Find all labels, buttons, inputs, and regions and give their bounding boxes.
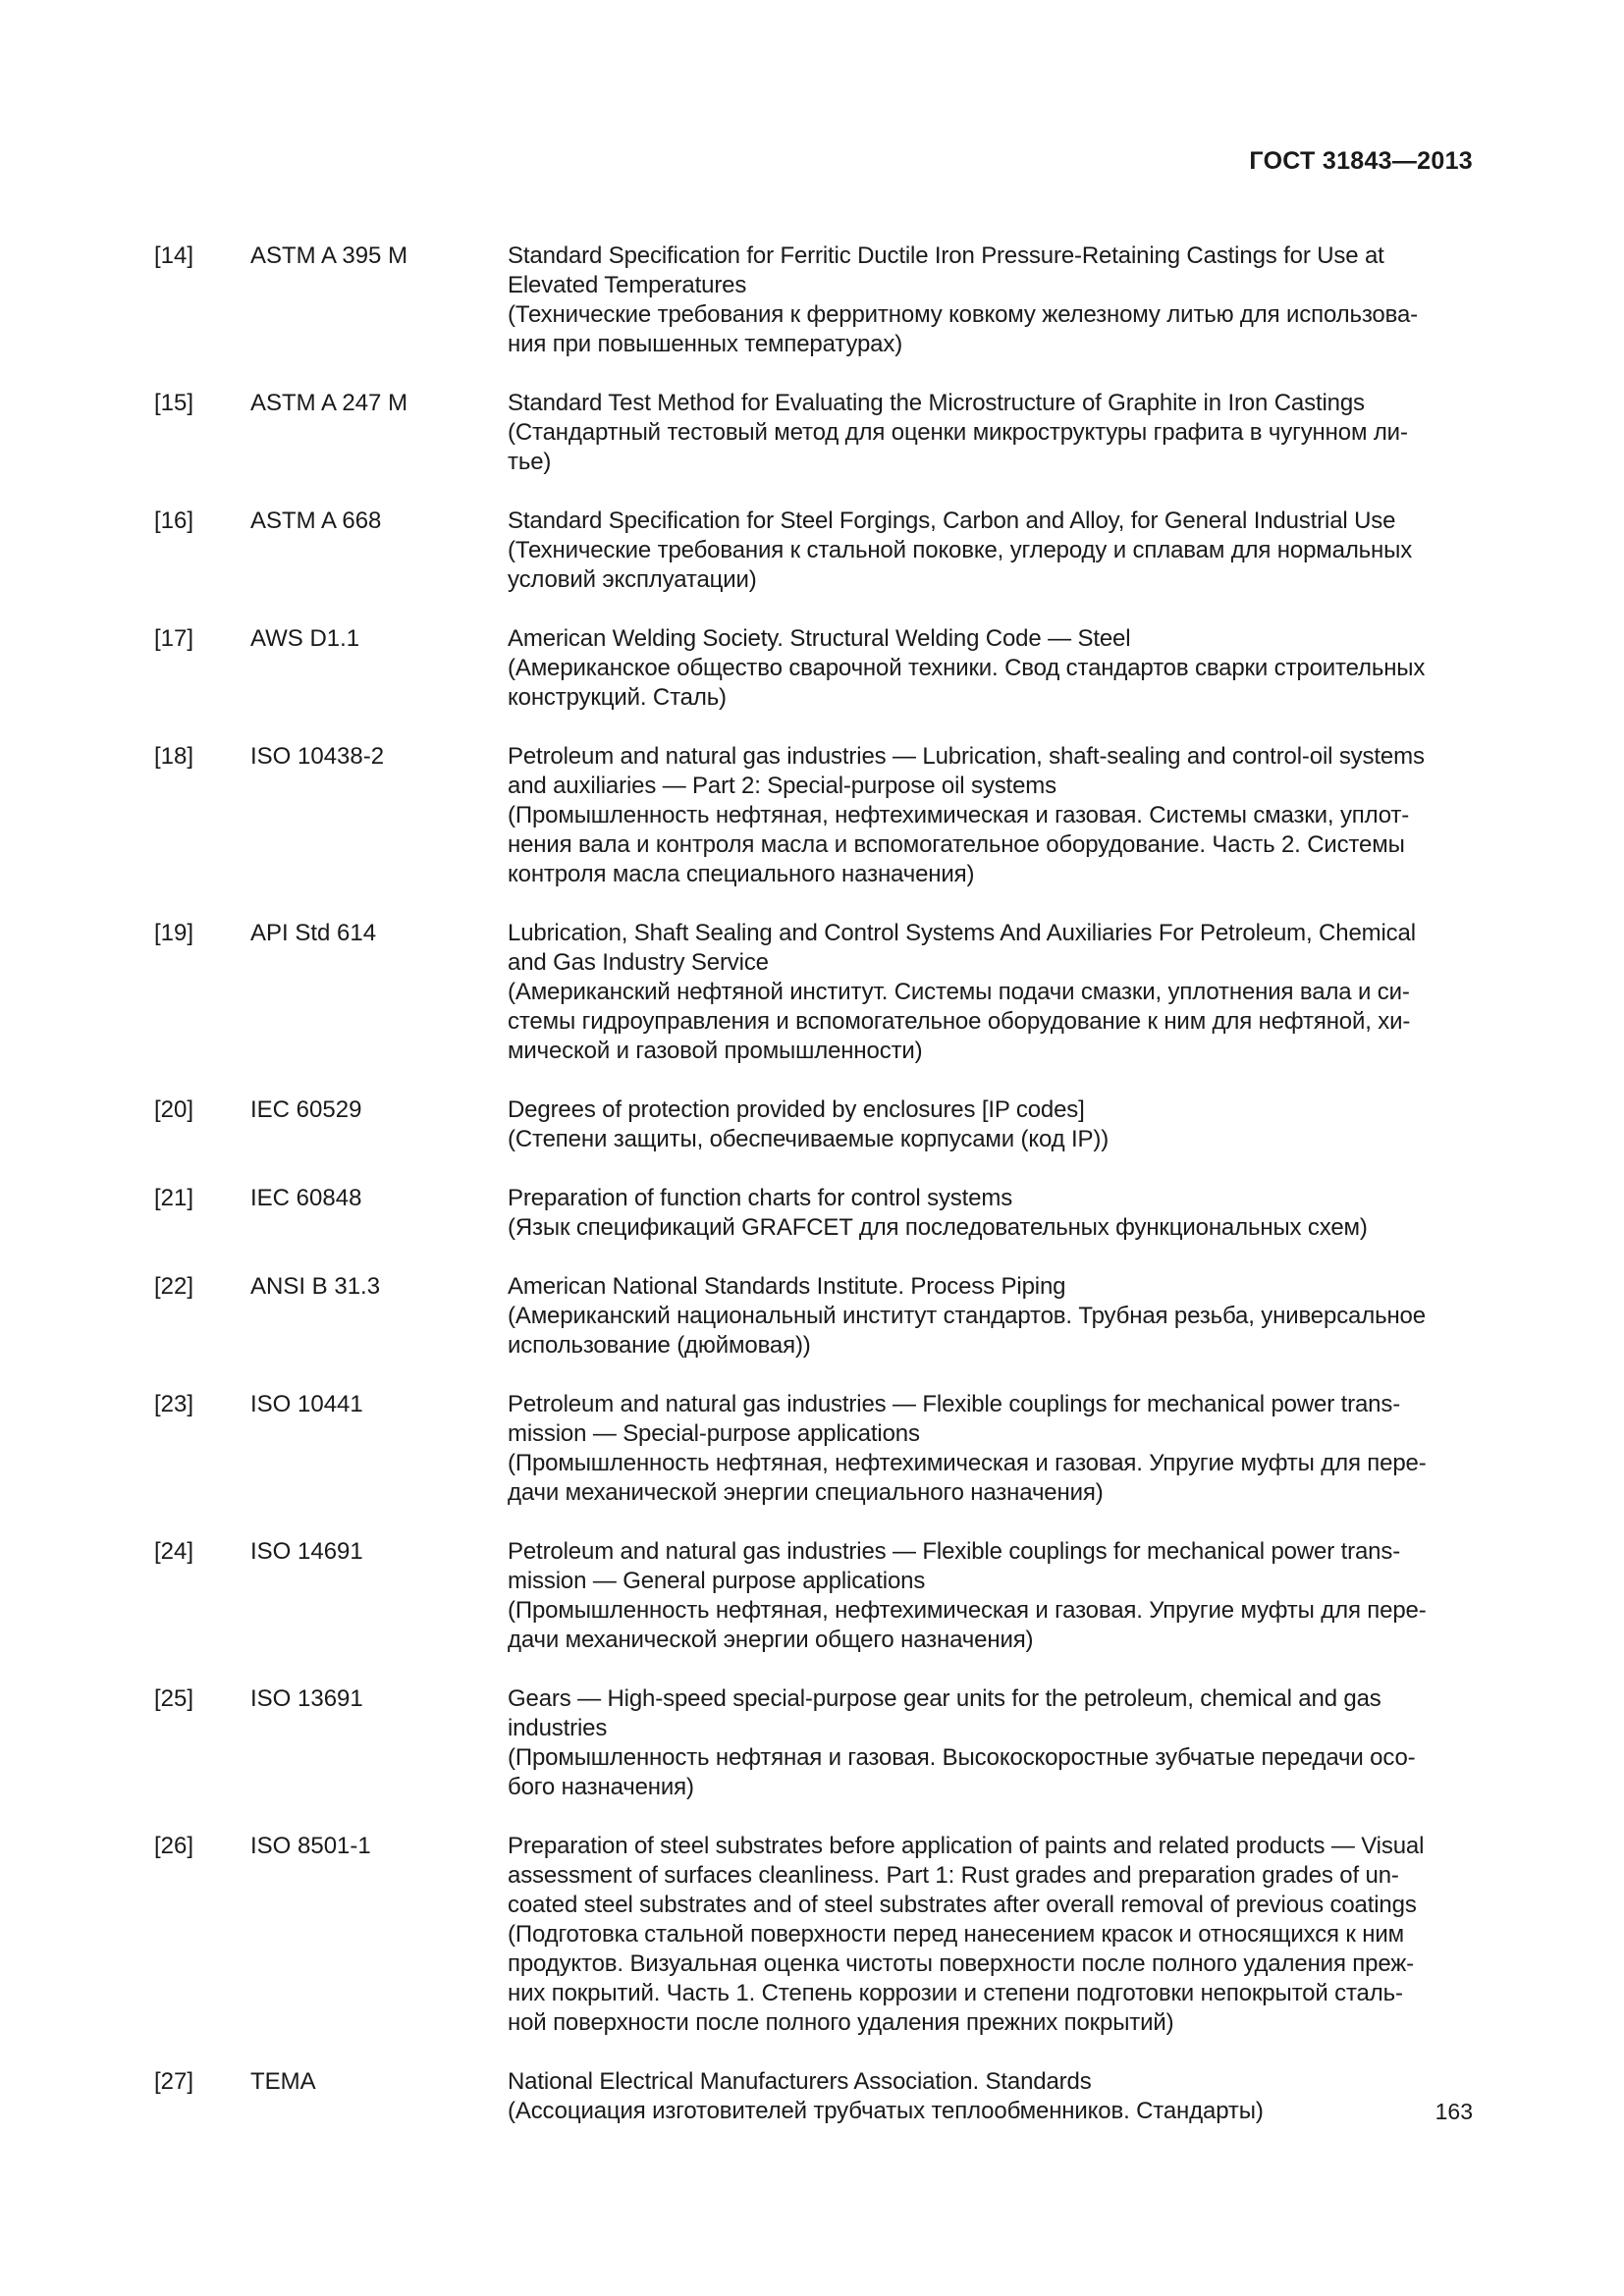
reference-entry	[154, 742, 1477, 889]
reference-description-line: Standard Test Method for Evaluating the Microstructure of Graphite in Iron Castings	[508, 390, 1365, 416]
reference-description	[508, 1832, 1477, 2038]
reference-description-line: мической и газовой промышленности)	[508, 1038, 923, 1064]
reference-number: [16]	[154, 507, 194, 534]
reference-description-line: National Electrical Manufacturers Association. Standards	[508, 2068, 1092, 2095]
reference-number: [14]	[154, 242, 194, 269]
reference-description	[508, 1684, 1477, 1802]
reference-number: [24]	[154, 1538, 194, 1565]
reference-entry	[154, 1684, 1477, 1802]
reference-standard-code: TEMA	[250, 2068, 316, 2095]
reference-description-line: ния при повышенных температурах)	[508, 331, 903, 357]
reference-description-line: Preparation of function charts for control systems	[508, 1185, 1013, 1211]
reference-description-line: (Промышленность нефтяная, нефтехимическая и газовая. Упругие муфты для пере-	[508, 1450, 1427, 1476]
reference-description-line: (Ассоциация изготовителей трубчатых теплообменников. Стандарты)	[508, 2098, 1264, 2124]
reference-description-line: условий эксплуатации)	[508, 566, 757, 593]
reference-description-line: нения вала и контроля масла и вспомогательное оборудование. Часть 2. Системы	[508, 831, 1405, 858]
reference-standard-code: ASTM A 395 M	[250, 242, 408, 269]
reference-description-line: ной поверхности после полного удаления прежних покрытий)	[508, 2009, 1174, 2036]
reference-description-line: контроля масла специального назначения)	[508, 861, 975, 887]
reference-entry	[154, 1095, 1477, 1154]
reference-description-line: (Подготовка стальной поверхности перед нанесением красок и относящихся к ним	[508, 1921, 1404, 1948]
reference-number: [27]	[154, 2068, 194, 2095]
reference-description	[508, 389, 1477, 477]
reference-description	[508, 507, 1477, 595]
reference-description-line: стемы гидроуправления и вспомогательное оборудование к ним для нефтяной, хи-	[508, 1008, 1411, 1035]
reference-number: [23]	[154, 1391, 194, 1417]
reference-description-line: and auxiliaries — Part 2: Special-purpose oil systems	[508, 773, 1056, 799]
reference-description-line: конструкций. Сталь)	[508, 684, 727, 711]
reference-number: [20]	[154, 1096, 194, 1123]
reference-description-line: Preparation of steel substrates before application of paints and related products — Visual	[508, 1833, 1425, 1859]
reference-description-line: Petroleum and natural gas industries — Flexible couplings for mechanical power trans-	[508, 1391, 1401, 1417]
reference-description-line: (Американское общество сварочной техники. Свод стандартов сварки строительных	[508, 655, 1426, 681]
reference-description	[508, 1095, 1477, 1154]
reference-standard-code: API Std 614	[250, 920, 377, 946]
reference-description-line: дачи механической энергии специального назначения)	[508, 1479, 1104, 1506]
reference-description-line: (Язык спецификаций GRAFCET для последовательных функциональных схем)	[508, 1214, 1368, 1241]
reference-description-line: тье)	[508, 449, 552, 475]
reference-description-line: Petroleum and natural gas industries — Lubrication, shaft-sealing and control-oil systems	[508, 743, 1425, 770]
reference-description-line: использование (дюймовая))	[508, 1332, 811, 1359]
reference-list	[154, 241, 1477, 2156]
reference-standard-code: AWS D1.1	[250, 625, 360, 652]
reference-description	[508, 1184, 1477, 1243]
reference-number: [26]	[154, 1833, 194, 1859]
page-number: 163	[1435, 2099, 1473, 2124]
reference-entry	[154, 1184, 1477, 1243]
reference-number: [22]	[154, 1273, 194, 1300]
reference-description-line: Degrees of protection provided by enclosures [IP codes]	[508, 1096, 1085, 1123]
reference-standard-code: ANSI B 31.3	[250, 1273, 381, 1300]
reference-standard-code: ISO 10438-2	[250, 743, 385, 770]
reference-description-line: Lubrication, Shaft Sealing and Control Systems And Auxiliaries For Petroleum, Chemical	[508, 920, 1416, 946]
reference-description-line: (Промышленность нефтяная, нефтехимическая и газовая. Системы смазки, уплот-	[508, 802, 1410, 828]
reference-description-line: (Американский нефтяной институт. Системы подачи смазки, уплотнения вала и си-	[508, 979, 1410, 1005]
reference-description-line: них покрытий. Часть 1. Степень коррозии и степени подготовки непокрытой сталь-	[508, 1980, 1403, 2006]
reference-description-line: (Американский национальный институт стандартов. Трубная резьба, универсальное	[508, 1303, 1426, 1329]
reference-description-line: (Технические требования к стальной поковке, углероду и сплавам для нормальных	[508, 537, 1413, 563]
reference-standard-code: ISO 14691	[250, 1538, 363, 1565]
reference-description-line: coated steel substrates and of steel substrates after overall removal of previous coatings	[508, 1892, 1417, 1918]
reference-description-line: mission — General purpose applications	[508, 1568, 926, 1594]
reference-standard-code: ISO 10441	[250, 1391, 363, 1417]
reference-entry	[154, 241, 1477, 359]
reference-description-line: Petroleum and natural gas industries — Flexible couplings for mechanical power trans-	[508, 1538, 1401, 1565]
reference-description-line: (Промышленность нефтяная, нефтехимическая и газовая. Упругие муфты для пере-	[508, 1597, 1427, 1624]
reference-description	[508, 1537, 1477, 1655]
reference-entry	[154, 2067, 1477, 2126]
reference-description	[508, 919, 1477, 1066]
reference-standard-code: IEC 60848	[250, 1185, 362, 1211]
reference-description-line: (Степени защиты, обеспечиваемые корпусами (код IP))	[508, 1126, 1110, 1152]
reference-standard-code: ISO 8501-1	[250, 1833, 371, 1859]
reference-entry	[154, 1390, 1477, 1508]
reference-description	[508, 742, 1477, 889]
reference-description-line: (Стандартный тестовый метод для оценки микроструктуры графита в чугунном ли-	[508, 419, 1408, 446]
reference-entry	[154, 1537, 1477, 1655]
reference-number: [15]	[154, 390, 194, 416]
reference-description-line: American Welding Society. Structural Welding Code — Steel	[508, 625, 1131, 652]
reference-description-line: assessment of surfaces cleanliness. Part 1: Rust grades and preparation grades of un-	[508, 1862, 1399, 1889]
reference-entry	[154, 919, 1477, 1066]
reference-description-line: Standard Specification for Ferritic Ductile Iron Pressure-Retaining Castings for Use at	[508, 242, 1384, 269]
reference-number: [17]	[154, 625, 194, 652]
reference-standard-code: IEC 60529	[250, 1096, 362, 1123]
reference-standard-code: ASTM A 668	[250, 507, 382, 534]
reference-description	[508, 1272, 1477, 1361]
reference-entry	[154, 624, 1477, 713]
reference-description-line: (Промышленность нефтяная и газовая. Высокоскоростные зубчатые передачи осо-	[508, 1744, 1416, 1771]
reference-number: [18]	[154, 743, 194, 770]
reference-number: [19]	[154, 920, 194, 946]
reference-description-line: (Технические требования к ферритному ковкому железному литью для использова-	[508, 301, 1418, 328]
reference-description	[508, 241, 1477, 359]
reference-description-line: продуктов. Визуальная оценка чистоты поверхности после полного удаления преж-	[508, 1950, 1415, 1977]
reference-description-line: дачи механической энергии общего назначения)	[508, 1627, 1034, 1653]
reference-description-line: and Gas Industry Service	[508, 949, 769, 976]
reference-description-line: mission — Special-purpose applications	[508, 1420, 920, 1447]
reference-entry	[154, 507, 1477, 595]
reference-number: [21]	[154, 1185, 194, 1211]
reference-standard-code: ASTM A 247 M	[250, 390, 408, 416]
reference-description	[508, 1390, 1477, 1508]
reference-description-line: Elevated Temperatures	[508, 272, 747, 298]
reference-description-line: industries	[508, 1715, 608, 1741]
reference-description	[508, 2067, 1477, 2126]
reference-description	[508, 624, 1477, 713]
reference-standard-code: ISO 13691	[250, 1685, 363, 1712]
reference-number: [25]	[154, 1685, 194, 1712]
reference-description-line: American National Standards Institute. Process Piping	[508, 1273, 1066, 1300]
reference-description-line: бого назначения)	[508, 1774, 694, 1800]
document-code: ГОСТ 31843—2013	[1249, 147, 1473, 175]
reference-description-line: Standard Specification for Steel Forgings, Carbon and Alloy, for General Industrial Use	[508, 507, 1396, 534]
reference-entry	[154, 389, 1477, 477]
reference-entry	[154, 1832, 1477, 2038]
reference-entry	[154, 1272, 1477, 1361]
reference-description-line: Gears — High-speed special-purpose gear units for the petroleum, chemical and gas	[508, 1685, 1381, 1712]
